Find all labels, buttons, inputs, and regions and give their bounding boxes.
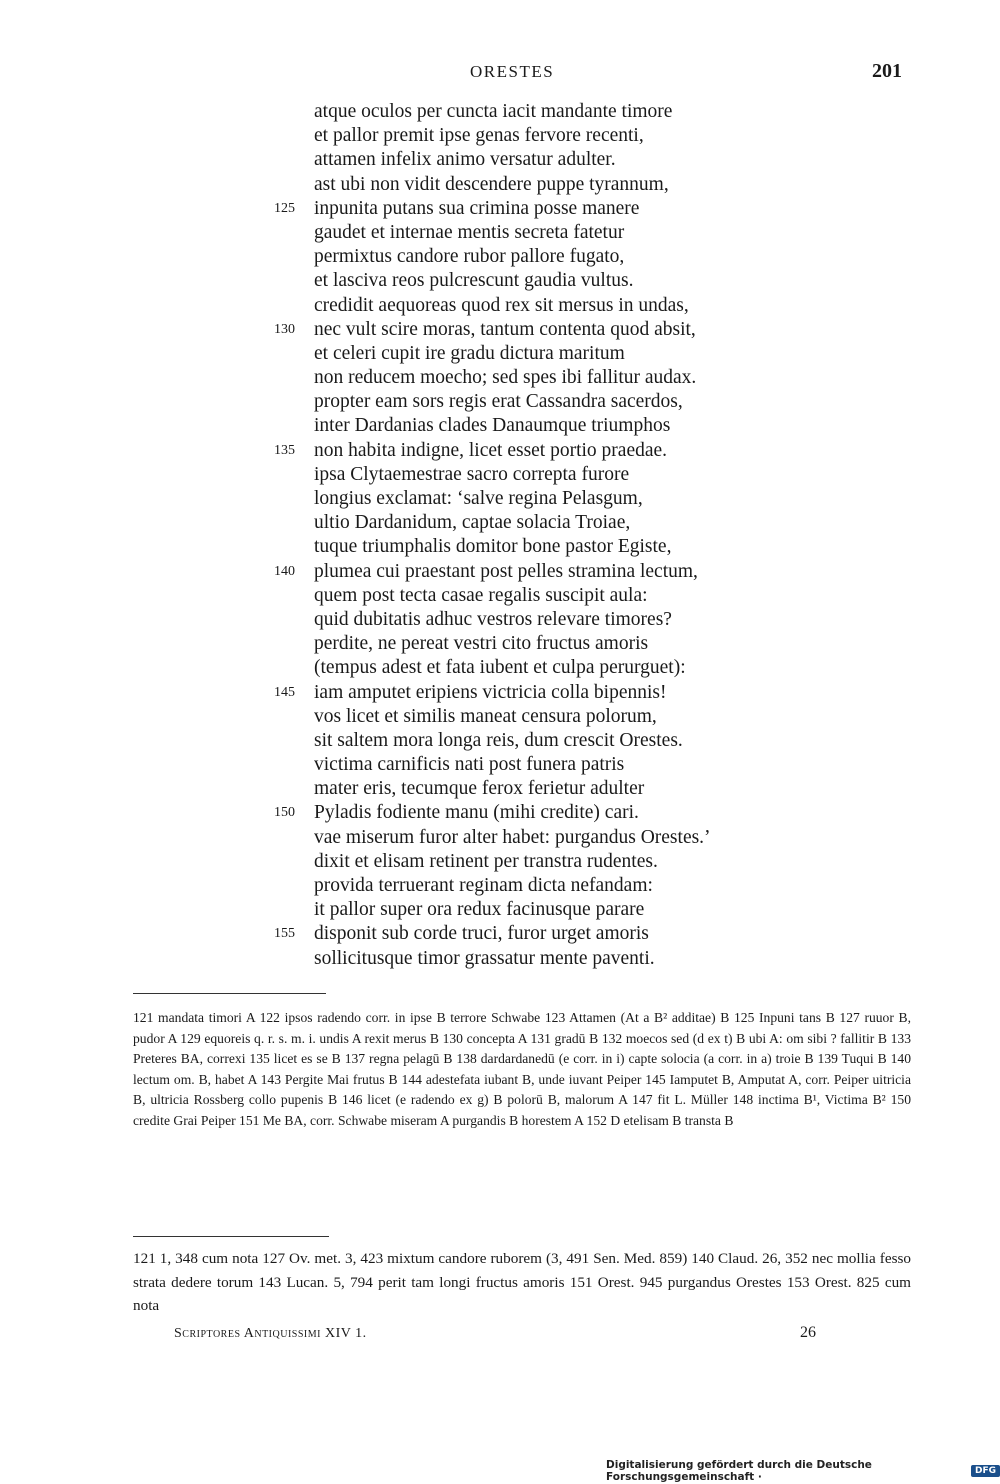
verse-text: et pallor premit ipse genas fervore recenti, — [314, 125, 644, 147]
testimonia-text: 121 1, 348 cum nota 127 Ov. met. 3, 423 mixtum candore ruborem (3, 491 Sen. Med. 859) 140 Claud. 26, 352 nec mollia fesso strata dedere torum 143 Lucan. 5, 794 perit tam longi fructus amoris 151 Orest. 945 purgandus Orestes 153 Orest. 825 cum nota — [133, 1250, 911, 1314]
verse-line — [0, 366, 1000, 390]
line-number: 145 — [274, 684, 295, 700]
critical-apparatus — [133, 1008, 911, 1131]
verse-line — [0, 801, 1000, 825]
verse-text: gaudet et internae mentis secreta fatetur — [314, 221, 625, 243]
page-number: 201 — [872, 60, 902, 82]
verse-text: et lasciva reos pulcrescunt gaudia vultus. — [314, 270, 634, 292]
verse-text: permixtus candore rubor pallore fugato, — [314, 246, 625, 268]
digitization-notice — [606, 1459, 1000, 1483]
verse-text: propter eam sors regis erat Cassandra sacerdos, — [314, 391, 683, 413]
line-number: 135 — [274, 442, 295, 458]
sheet-number: 26 — [800, 1324, 816, 1341]
verse-text: inter Dardanias clades Danaumque triumphos — [314, 415, 671, 437]
verse-line — [0, 100, 1000, 124]
verse-line — [0, 681, 1000, 705]
verse-text: perdite, ne pereat vestri cito fructus amoris — [314, 633, 649, 655]
verse-text: non reducem moecho; sed spes ibi fallitur audax. — [314, 367, 697, 389]
verse-line — [0, 584, 1000, 608]
verse-text: quid dubitatis adhuc vestros relevare timores? — [314, 608, 672, 630]
verse-line — [0, 608, 1000, 632]
verse-line — [0, 414, 1000, 438]
verse-line — [0, 777, 1000, 801]
verse-text: disponit sub corde truci, furor urget amoris — [314, 923, 649, 945]
verse-line — [0, 753, 1000, 777]
verse-line — [0, 148, 1000, 172]
verse-text: (tempus adest et fata iubent et culpa perurguet): — [314, 657, 686, 679]
verse-text: vae miserum furor alter habet: purgandus Orestes.’ — [314, 826, 711, 848]
verse-text: ipsa Clytaemestrae sacro correpta furore — [314, 463, 630, 485]
verse-line — [0, 487, 1000, 511]
verse-line — [0, 898, 1000, 922]
verse-line — [0, 269, 1000, 293]
verse-line — [0, 342, 1000, 366]
verse-text: credidit aequoreas quod rex sit mersus in undas, — [314, 294, 689, 316]
verse-text: et celeri cupit ire gradu dictura maritum — [314, 342, 625, 364]
line-number: 140 — [274, 563, 295, 579]
verse-text: dixit et elisam retinent per transtra rudentes. — [314, 850, 658, 872]
verse-line — [0, 318, 1000, 342]
verse-text: quem post tecta casae regalis suscipit aula: — [314, 584, 648, 606]
verse-line — [0, 535, 1000, 559]
verse-text: vos licet et similis maneat censura polorum, — [314, 705, 657, 727]
verse-text: ast ubi non vidit descendere puppe tyrannum, — [314, 173, 669, 195]
verse-line — [0, 439, 1000, 463]
verse-line — [0, 294, 1000, 318]
dfg-logo-icon: DFG — [971, 1465, 1000, 1477]
verse-line — [0, 124, 1000, 148]
verse-text: ultio Dardanidum, captae solacia Troiae, — [314, 512, 631, 534]
verse-line — [0, 560, 1000, 584]
verse-line — [0, 850, 1000, 874]
verse-line — [0, 463, 1000, 487]
verse-line — [0, 656, 1000, 680]
verse-text: iam amputet eripiens victricia colla bipennis! — [314, 681, 667, 703]
verse-text: sit saltem mora longa reis, dum crescit Orestes. — [314, 729, 683, 751]
verse-text: plumea cui praestant post pelles stramina lectum, — [314, 560, 698, 582]
verse-text: victima carnificis nati post funera patris — [314, 754, 625, 776]
testimonia — [133, 1247, 911, 1318]
verse-line — [0, 705, 1000, 729]
digitization-text: Digitalisierung gefördert durch die Deutsche Forschungsgemeinschaft · — [606, 1459, 872, 1483]
line-number: 150 — [274, 805, 295, 821]
verse-text: atque oculos per cuncta iacit mandante timore — [314, 101, 673, 122]
apparatus-divider — [133, 993, 326, 994]
apparatus-text: 121 mandata timori A 122 ipsos radendo corr. in ipse B terrore Schwabe 123 Attamen (At a B² additae) B 125 Inpuni tans B 127 ruuor B, pudor A 129 equoreis q. r. s. m. i. undis A rexit merus B 130 concepta A 131 gradū B 132 moecos sed (d ex t) B ubi A: om sibi ? fallitir B 133 Preteres BA, correxi 135 licet es se B 137 regna pelagū B 138 dardardanedū (e corr. in i) capte solocia (a corr. in a) troie B 139 Tuqui B 140 lectum om. B, habet A 143 Pergite Mai frutus B 144 adestefata iubant B, unde iuvant Peiper 145 Iamputet B, Amputat A, corr. Peiper uitricia B, ultricia Rossberg collo pupenis B 146 licet (e radendo ex g) B polorū B, malorum A 147 fit L. Müller 148 inctima B¹, Victima B² 150 credite Grai Peiper 151 Me BA, corr. Schwabe miseram A purgandis B horestem A 152 D etelisam B transta B — [133, 1010, 911, 1128]
line-number: 130 — [274, 321, 295, 337]
line-number: 125 — [274, 200, 295, 216]
running-title: ORESTES — [470, 62, 555, 81]
verse-text: mater eris, tecumque ferox ferietur adulter — [314, 778, 645, 800]
verse-text: it pallor super ora redux facinusque parare — [314, 899, 645, 921]
verse-line — [0, 922, 1000, 946]
verse-line — [0, 729, 1000, 753]
verse-text: tuque triumphalis domitor bone pastor Egiste, — [314, 536, 672, 558]
verse-line — [0, 947, 1000, 971]
verse-text: non habita indigne, licet esset portio praedae. — [314, 439, 668, 461]
verse-line — [0, 390, 1000, 414]
verse-text: inpunita putans sua crimina posse manere — [314, 197, 640, 219]
verse-text: longius exclamat: ‘salve regina Pelasgum, — [314, 488, 643, 509]
verse-line — [0, 511, 1000, 535]
verse-line — [0, 173, 1000, 197]
poem-text — [0, 100, 1000, 971]
verse-line — [0, 197, 1000, 221]
page-header — [0, 62, 1000, 86]
testimonia-divider — [133, 1236, 329, 1237]
signature-line: Scriptores Antiquissimi XIV 1. — [174, 1326, 367, 1341]
verse-text: provida terruerant reginam dicta nefandam: — [314, 875, 653, 896]
verse-text: attamen infelix animo versatur adulter. — [314, 149, 616, 171]
verse-line — [0, 221, 1000, 245]
verse-line — [0, 632, 1000, 656]
verse-text: sollicitusque timor grassatur mente paventi. — [314, 947, 655, 969]
verse-line — [0, 874, 1000, 898]
verse-line — [0, 826, 1000, 850]
line-number: 155 — [274, 926, 295, 942]
verse-text: Pyladis fodiente manu (mihi credite) cari. — [314, 802, 639, 824]
verse-line — [0, 245, 1000, 269]
verse-text: nec vult scire moras, tantum contenta quod absit, — [314, 318, 696, 340]
